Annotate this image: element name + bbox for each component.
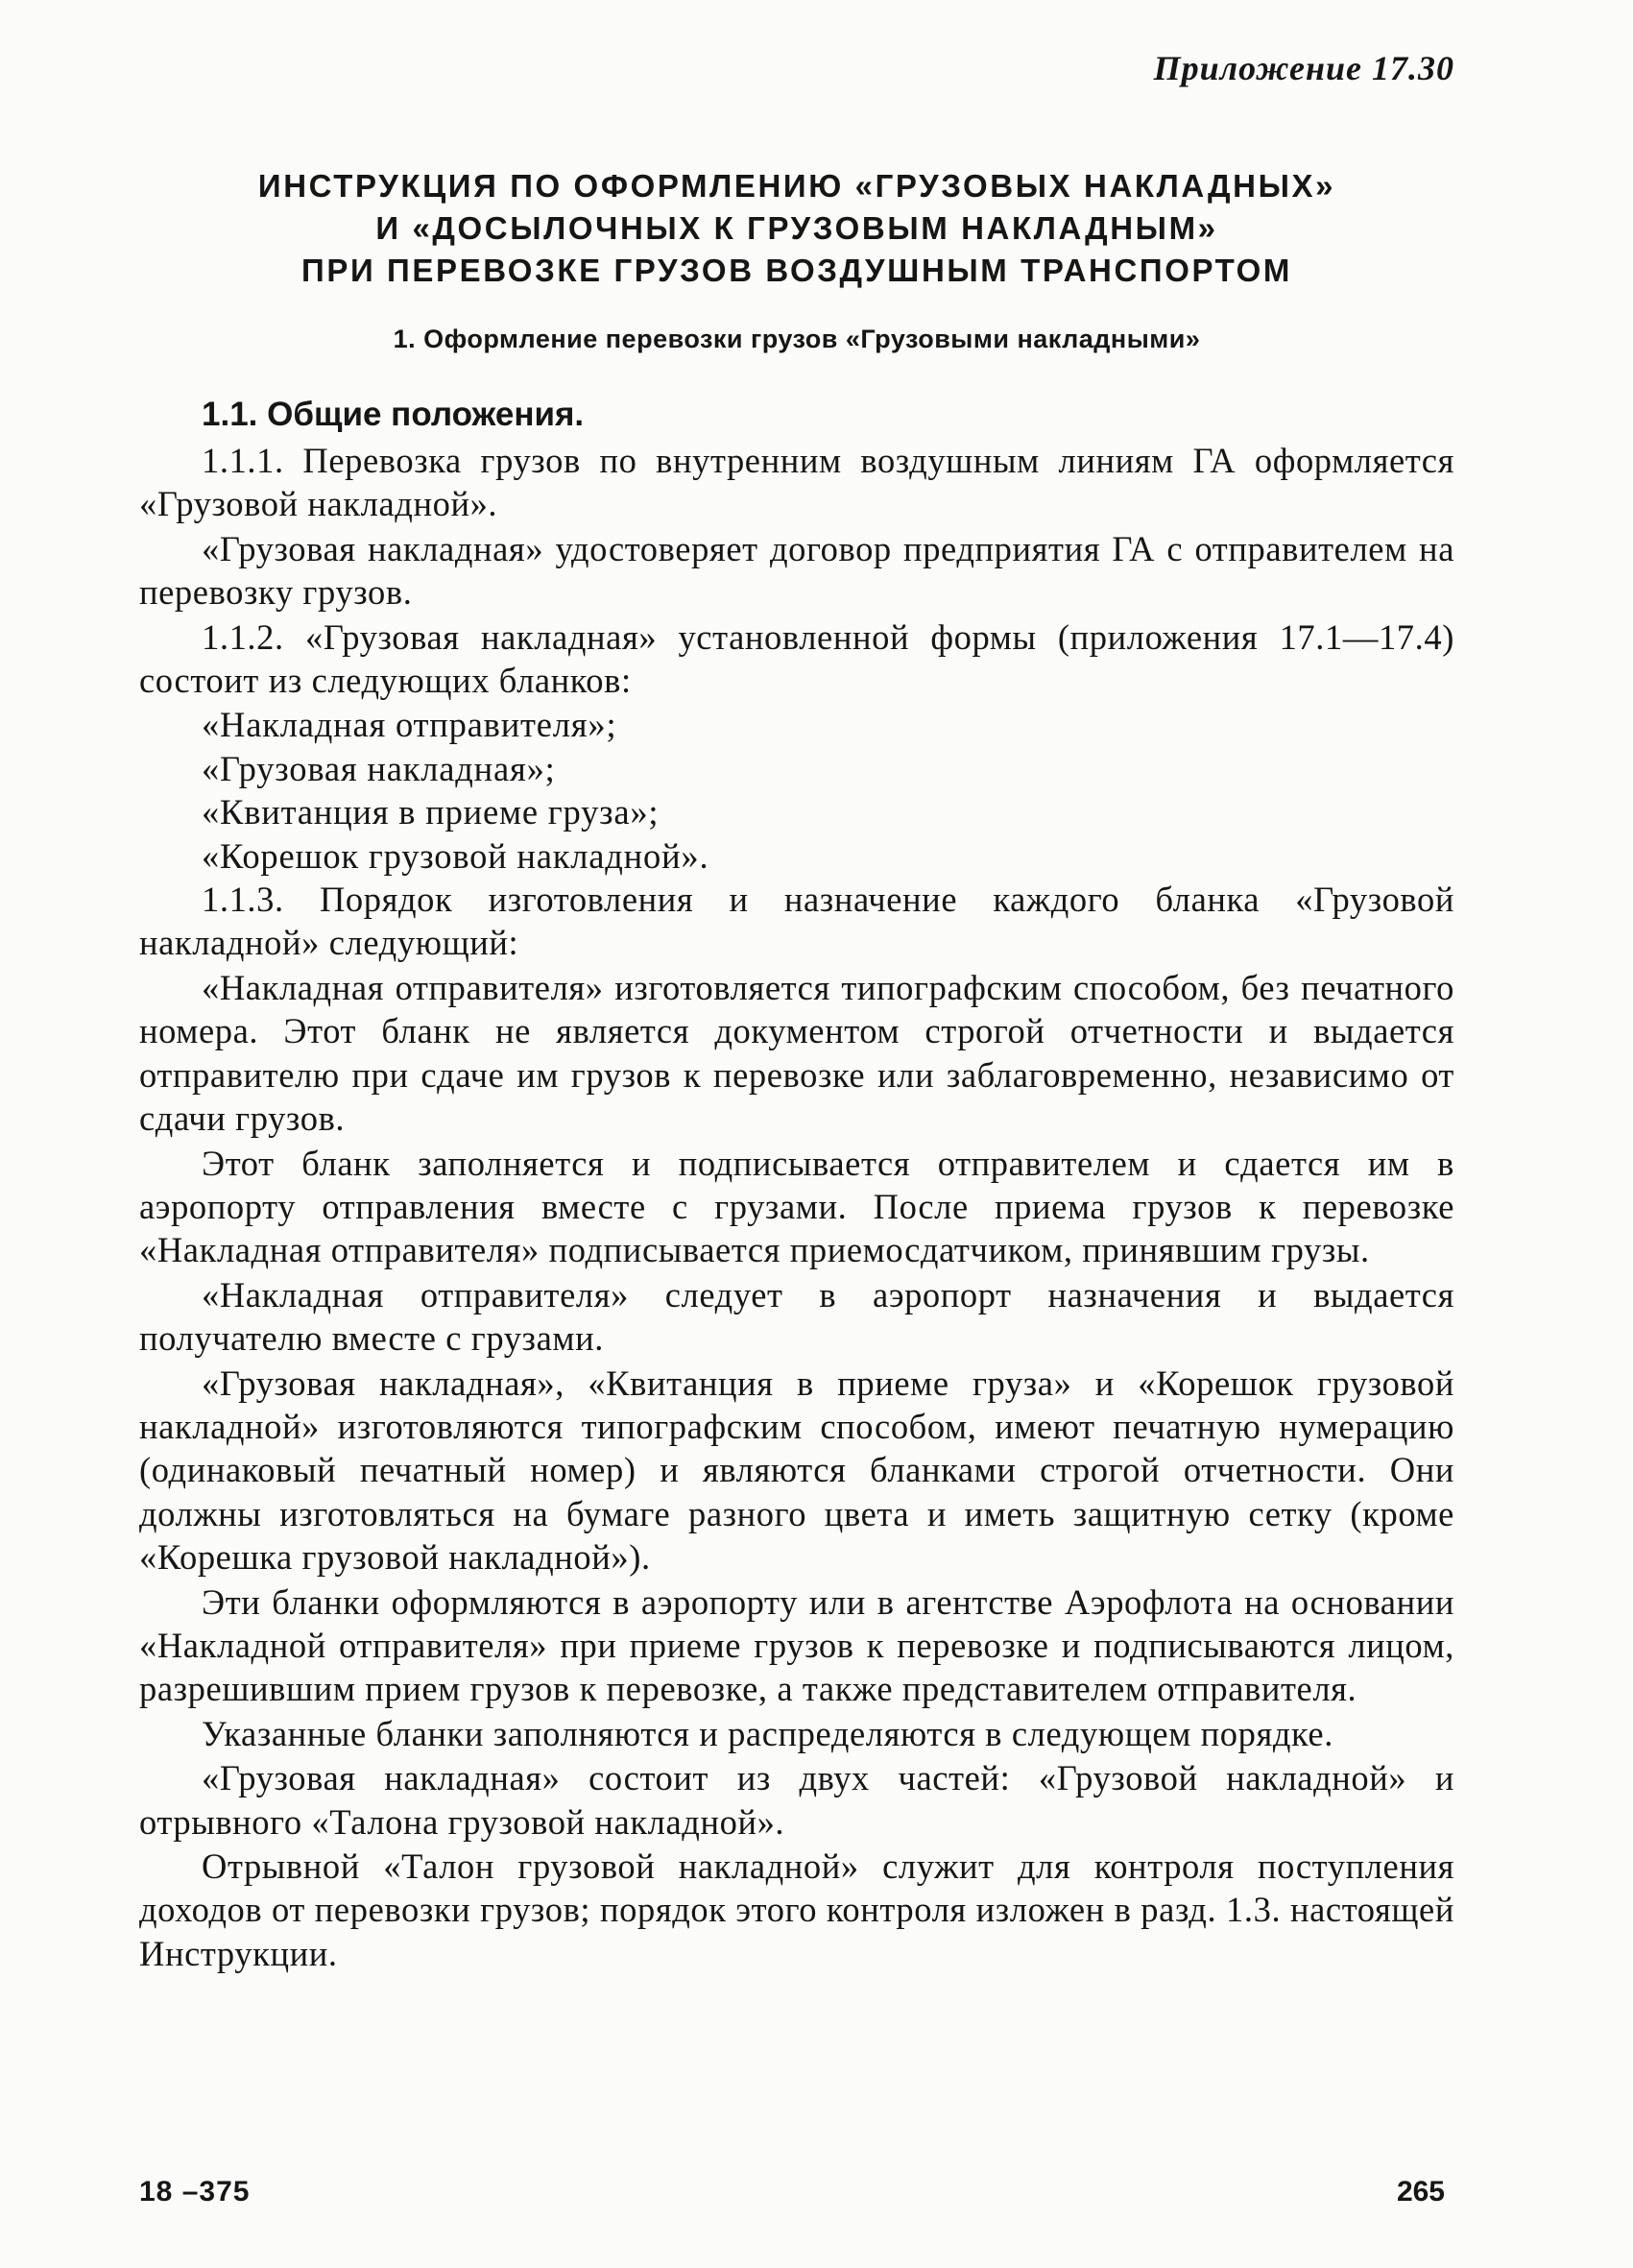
title-line-1: ИНСТРУКЦИЯ ПО ОФОРМЛЕНИЮ «ГРУЗОВЫХ НАКЛАДНЫХ» (257, 168, 1336, 204)
paragraph-distribution: Указанные бланки заполняются и распределяются в следующем порядке. (202, 1713, 1333, 1753)
paragraph-contract: «Грузовая накладная» удостоверяет договор предприятия ГА с отправителем на перевозку грузов. (139, 528, 1454, 613)
paragraph-destination: «Накладная отправителя» следует в аэропорт назначения и выдается получателю вместе с грузами. (139, 1274, 1454, 1359)
list-item-sender-waybill: «Накладная отправителя»; (202, 705, 617, 745)
document-body (139, 392, 1454, 1976)
paragraph-1-1-3: 1.1.3. Порядок изготовления и назначение каждого бланка «Грузовой накладной» следующий: (139, 880, 1454, 963)
section-heading: 1. Оформление перевозки грузов «Грузовыми накладными» (393, 325, 1201, 353)
paragraph-filling: Этот бланк заполняется и подписывается отправителем и сдается им в аэропорту отправления вместе с грузами. После приема грузов к перевозке «Накладная отправителя» подписывается приемосдатчиком, принявшим грузы. (139, 1143, 1454, 1270)
title-line-2: И «ДОСЫЛОЧНЫХ К ГРУЗОВЫМ НАКЛАДНЫМ» (375, 210, 1218, 246)
appendix-label: Приложение 17.30 (1153, 49, 1454, 87)
title-line-3: ПРИ ПЕРЕВОЗКЕ ГРУЗОВ ВОЗДУШНЫМ ТРАНСПОРТОМ (301, 253, 1292, 288)
paragraph-sender-waybill: «Накладная отправителя» изготовляется типографским способом, без печатного номера. Этот бланк не является документом строгой отчетности и выдается отправителю при сдаче им грузов к перевозке или заблаговременно, независимо от сдачи грузов. (139, 967, 1454, 1139)
paragraph-strict-forms: «Грузовая накладная», «Квитанция в приеме груза» и «Корешок грузовой накладной» изготовляются типографским способом, имеют печатную нумерацию (одинаковый печатный номер) и являются бланками строгой отчетности. Они должны изготовляться на бумаге разного цвета и иметь защитную сетку (кроме «Корешка грузовой накладной»). (139, 1363, 1454, 1578)
paragraph-1-1-2: 1.1.2. «Грузовая накладная» установленной формы (приложения 17.1—17.4) состоит из следующих бланков: (139, 616, 1454, 701)
subsection-heading: 1.1. Общие положения. (202, 396, 585, 433)
footer-sheet-number: 18 –375 (139, 2176, 251, 2208)
document-title (139, 165, 1454, 292)
document-page (139, 38, 1454, 2228)
paragraph-two-parts: «Грузовая накладная» состоит из двух частей: «Грузовой накладной» и отрывного «Талона грузовой накладной». (139, 1758, 1454, 1842)
list-item-stub: «Корешок грузовой накладной». (202, 835, 709, 876)
paragraph-1-1-1: 1.1.1. Перевозка грузов по внутренним воздушным линиям ГА оформляется «Грузовой накладной». (139, 441, 1454, 524)
list-item-receipt: «Квитанция в приеме груза»; (202, 792, 660, 832)
paragraph-coupon: Отрывной «Талон грузовой накладной» служит для контроля поступления доходов от перевозки грузов; порядок этого контроля изложен в разд. 1.3. настоящей Инструкции. (139, 1846, 1454, 1973)
paragraph-processing: Эти бланки оформляются в аэропорту или в агентстве Аэрофлота на основании «Накладной отправителя» при приеме грузов к перевозке и подписываются лицом, разрешившим прием грузов к перевозке, а также представителем отправителя. (139, 1581, 1454, 1709)
page-number: 265 (1396, 2176, 1445, 2208)
list-item-cargo-waybill: «Грузовая накладная»; (202, 748, 556, 788)
